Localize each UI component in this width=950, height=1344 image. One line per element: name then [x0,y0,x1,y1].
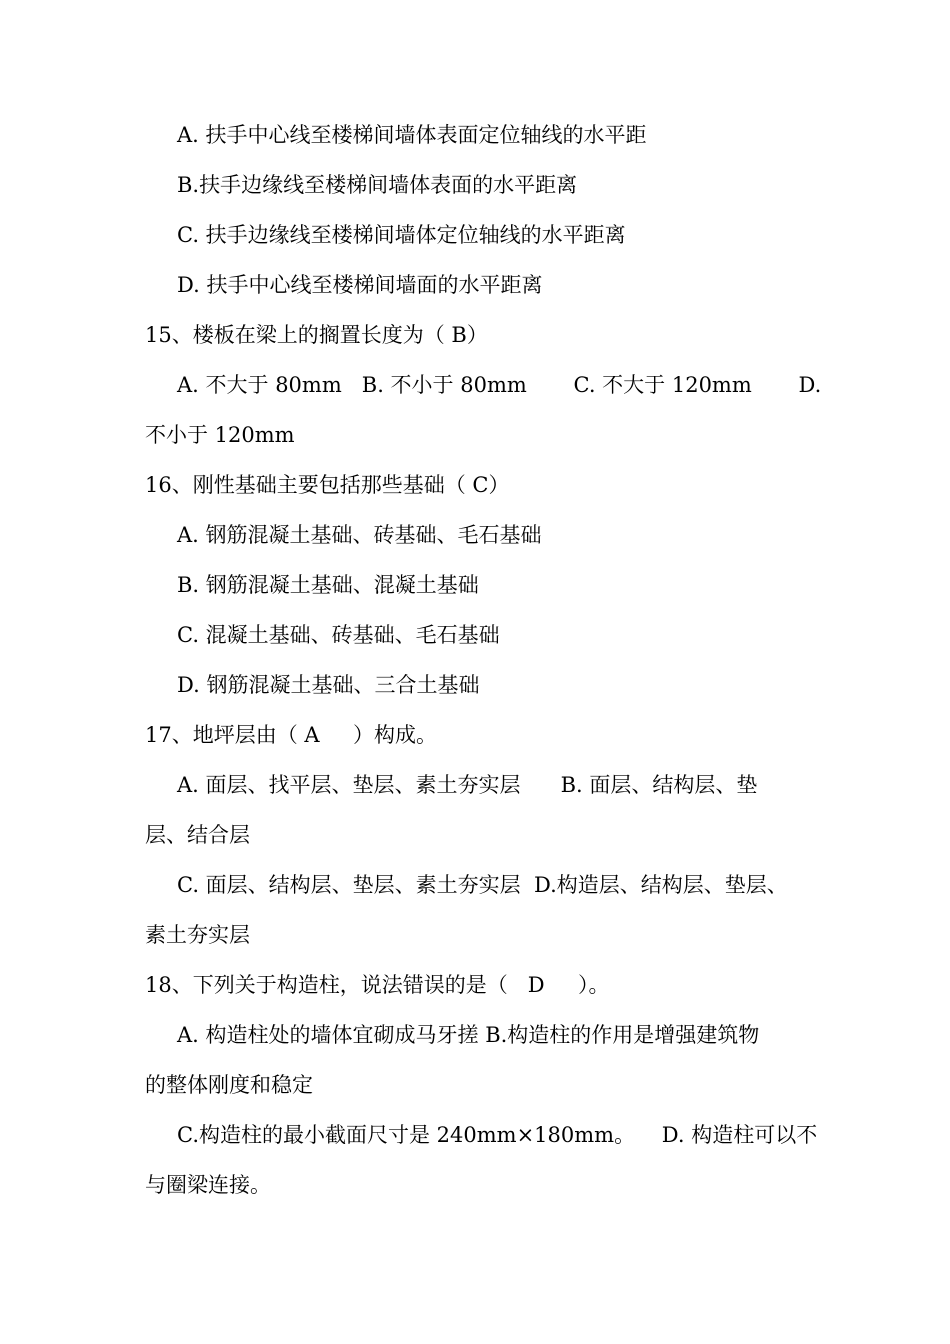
options-15-line2: 不小于 120mm [145,423,295,447]
options-17-line2: 层、结合层 [145,823,250,847]
options-18-line1: A. 构造柱处的墙体宜砌成马牙搓 B.构造柱的作用是增强建筑物 [177,1023,760,1047]
options-17-line3: C. 面层、结构层、垫层、素土夯实层 D.构造层、结构层、垫层、 [177,873,788,897]
options-17-line1: A. 面层、找平层、垫层、素土夯实层 B. 面层、结构层、垫 [177,773,758,797]
options-18-line4: 与圈梁连接。 [145,1173,271,1197]
options-18-line3: C.构造柱的最小截面尺寸是 240mm×180mm。 D. 构造柱可以不 [177,1123,818,1147]
question-15: 15、楼板在梁上的搁置长度为（ B） [145,323,488,347]
options-18-line2: 的整体刚度和稳定 [145,1073,313,1097]
question-17: 17、地坪层由（ A ）构成。 [145,723,437,747]
option-14b: B.扶手边缘线至楼梯间墙体表面的水平距离 [177,173,578,197]
option-16a: A. 钢筋混凝土基础、砖基础、毛石基础 [177,523,542,547]
options-15-line1: A. 不大于 80mm B. 不小于 80mm C. 不大于 120mm D. [177,373,822,397]
option-16b: B. 钢筋混凝土基础、混凝土基础 [177,573,479,597]
option-14c: C. 扶手边缘线至楼梯间墙体定位轴线的水平距离 [177,223,626,247]
option-16c: C. 混凝土基础、砖基础、毛石基础 [177,623,500,647]
question-18: 18、下列关于构造柱，说法错误的是（ D ）。 [145,973,610,997]
option-14a: A. 扶手中心线至楼梯间墙体表面定位轴线的水平距 [177,123,647,147]
option-16d: D. 钢筋混凝土基础、三合土基础 [177,673,480,697]
question-16: 16、刚性基础主要包括那些基础（ C） [145,473,510,497]
options-17-line4: 素土夯实层 [145,923,250,947]
option-14d: D. 扶手中心线至楼梯间墙面的水平距离 [177,273,543,297]
